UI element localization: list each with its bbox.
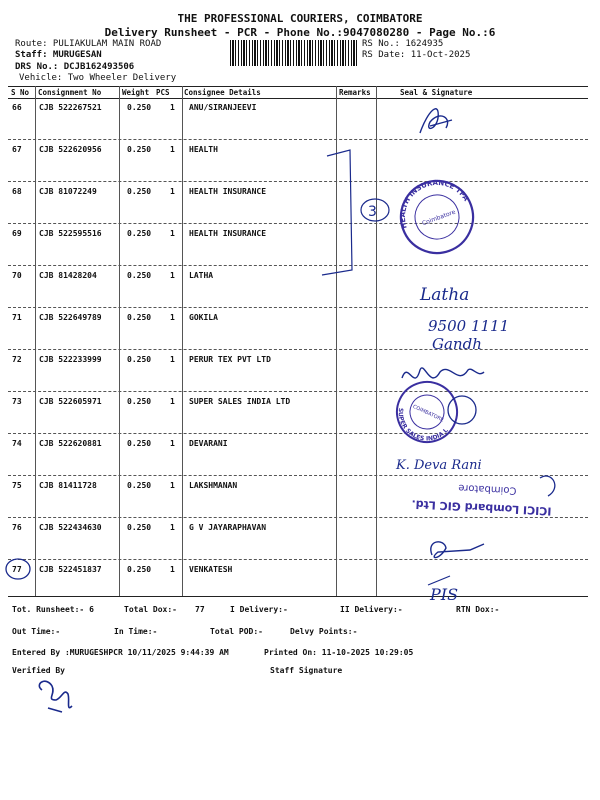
row-weight: 0.250 xyxy=(127,145,152,154)
staff: Staff: MURUGESAN xyxy=(15,50,102,60)
svg-text:HEALTH INSURANCE TPA OF INDIA xyxy=(0,0,473,368)
total-dox-value: 77 xyxy=(195,605,205,614)
health-insurance-stamp xyxy=(0,0,485,401)
row-sno: 73 xyxy=(12,397,22,406)
row-pcs: 1 xyxy=(170,271,175,280)
col-consignment: Consignment No xyxy=(38,88,102,97)
signature-row-76 xyxy=(431,542,484,558)
row-consignment: CJB 81411728 xyxy=(39,481,97,490)
phone-name-handwriting: Gandh xyxy=(432,335,482,353)
row-consignment: CJB 522451837 xyxy=(39,565,102,574)
svg-text:SUPER SALES INDIA LIMITED xyxy=(24,0,600,452)
bracket-mark xyxy=(322,150,352,275)
row-sno: 69 xyxy=(12,229,22,238)
row-sno: 66 xyxy=(12,103,22,112)
row-consignee: ANU/SIRANJEEVI xyxy=(189,103,257,112)
col-consignee: Consignee Details xyxy=(184,88,261,97)
i-delivery: I Delivery:- xyxy=(230,605,288,614)
printed-on: Printed On: 11-10-2025 10:29:05 xyxy=(264,648,414,657)
entered-by: Entered By :MURUGESHPCR 10/11/2025 9:44:39 AM xyxy=(12,648,229,657)
row-consignee: G V JAYARAPHAVAN xyxy=(189,523,267,532)
row-consignment: CJB 522233999 xyxy=(39,355,102,364)
row-pcs: 1 xyxy=(170,103,175,112)
total-pod: Total POD:- xyxy=(210,627,263,636)
row-sno: 68 xyxy=(12,187,22,196)
row-weight: 0.250 xyxy=(127,187,152,196)
row-consignment: CJB 522434630 xyxy=(39,523,102,532)
row-consignee: LATHA xyxy=(189,271,214,280)
route: Route: PULIAKULAM MAIN ROAD xyxy=(15,39,162,49)
row-consignment: CJB 522620956 xyxy=(39,145,102,154)
col-weight: Weight xyxy=(122,88,150,97)
phone-note-handwriting: 9500 1111 xyxy=(428,317,510,335)
row-consignment: CJB 522620881 xyxy=(39,439,102,448)
pis-stroke xyxy=(428,576,450,585)
row-pcs: 1 xyxy=(170,313,175,322)
ink-loop xyxy=(448,396,476,424)
rtn-dox: RTN Dox:- xyxy=(456,605,500,614)
col-remarks: Remarks xyxy=(339,88,371,97)
row-consignee: HEALTH INSURANCE xyxy=(189,187,267,196)
row-weight: 0.250 xyxy=(127,481,152,490)
row-pcs: 1 xyxy=(170,145,175,154)
row-pcs: 1 xyxy=(170,355,175,364)
super-sales-stamp-text: SUPER SALES INDIA LIMITED xyxy=(396,407,450,443)
row-weight: 0.250 xyxy=(127,523,152,532)
lombard-signature xyxy=(540,476,555,496)
super-sales-stamp xyxy=(24,0,600,452)
row-consignee: DEVARANI xyxy=(189,439,228,448)
rs-date: RS Date: 11-Oct-2025 xyxy=(362,50,471,60)
row-weight: 0.250 xyxy=(127,355,152,364)
row-consignee: VENKATESH xyxy=(189,565,233,574)
row-consignment: CJB 522605971 xyxy=(39,397,102,406)
row-weight: 0.250 xyxy=(127,565,152,574)
vehicle: Vehicle: Two Wheeler Delivery xyxy=(19,73,177,83)
row-pcs: 1 xyxy=(170,229,175,238)
bracket-number: 3 xyxy=(368,204,377,220)
pis-handwriting: PIS xyxy=(430,585,459,604)
staff-signature: Staff Signature xyxy=(270,666,343,675)
col-pcs: PCS xyxy=(156,88,170,97)
row-sno: 77 xyxy=(12,565,22,574)
row-consignment: CJB 522595516 xyxy=(39,229,102,238)
row-pcs: 1 xyxy=(170,439,175,448)
row-sno: 71 xyxy=(12,313,22,322)
health-stamp-text: HEALTH INSURANCE TPA xyxy=(398,178,471,230)
ii-delivery: II Delivery:- xyxy=(340,605,403,614)
row-weight: 0.250 xyxy=(127,103,152,112)
signature-row-72 xyxy=(402,368,484,378)
company-title: THE PROFESSIONAL COURIERS, COIMBATORE xyxy=(177,12,423,25)
tot-runsheet: Tot. Runsheet:- 6 xyxy=(12,605,94,614)
row-sno: 72 xyxy=(12,355,22,364)
row-pcs: 1 xyxy=(170,187,175,196)
verified-signature xyxy=(39,681,72,712)
row-pcs: 1 xyxy=(170,397,175,406)
total-dox-label: Total Dox:- xyxy=(124,605,177,614)
row-consignment: CJB 522649789 xyxy=(39,313,102,322)
row-consignee: HEALTH INSURANCE xyxy=(189,229,267,238)
signature-row-66 xyxy=(420,109,452,133)
row-weight: 0.250 xyxy=(127,439,152,448)
lombard-stamp xyxy=(411,479,552,517)
row-sno: 70 xyxy=(12,271,22,280)
row-sno: 74 xyxy=(12,439,22,448)
drs-number: DRS No.: DCJB162493506 xyxy=(15,62,135,72)
row-consignment: CJB 81072249 xyxy=(39,187,97,196)
health-stamp-center: Coimbatore xyxy=(421,208,457,228)
delvy-points: Delvy Points:- xyxy=(290,627,358,636)
row-consignee: SUPER SALES INDIA LTD xyxy=(189,397,291,406)
super-sales-stamp-center: COIMBATORE xyxy=(411,403,445,424)
row-pcs: 1 xyxy=(170,565,175,574)
devarani-handwriting: K. Deva Rani xyxy=(396,458,482,473)
row-weight: 0.250 xyxy=(127,313,152,322)
lombard-stamp-line2: Coimbatore xyxy=(458,481,517,496)
verified-by: Verified By xyxy=(12,666,65,675)
out-time: Out Time:- xyxy=(12,627,61,636)
row-weight: 0.250 xyxy=(127,397,152,406)
row-sno: 67 xyxy=(12,145,22,154)
row-consignee: LAKSHMANAN xyxy=(189,481,238,490)
runsheet-subtitle: Delivery Runsheet - PCR - Phone No.:9047080280 - Page No.:6 xyxy=(104,26,496,39)
row-consignment: CJB 522267521 xyxy=(39,103,102,112)
rs-number: RS No.: 1624935 xyxy=(362,39,444,49)
row-weight: 0.250 xyxy=(127,229,152,238)
row-sno: 76 xyxy=(12,523,22,532)
col-sno: S No xyxy=(11,88,30,97)
in-time: In Time:- xyxy=(114,627,158,636)
row-weight: 0.250 xyxy=(127,271,152,280)
col-seal: Seal & Signature xyxy=(400,88,473,97)
latha-handwriting: Latha xyxy=(420,285,470,305)
row-pcs: 1 xyxy=(170,481,175,490)
row-consignment: CJB 81428204 xyxy=(39,271,97,280)
row-consignee: PERUR TEX PVT LTD xyxy=(189,355,271,364)
circle-mark xyxy=(6,559,30,579)
row-pcs: 1 xyxy=(170,523,175,532)
row-consignee: GOKILA xyxy=(189,313,218,322)
row-sno: 75 xyxy=(12,481,22,490)
row-consignee: HEALTH xyxy=(189,145,218,154)
lombard-stamp-line1: ICICI Lombard GIC Ltd. xyxy=(411,497,552,518)
